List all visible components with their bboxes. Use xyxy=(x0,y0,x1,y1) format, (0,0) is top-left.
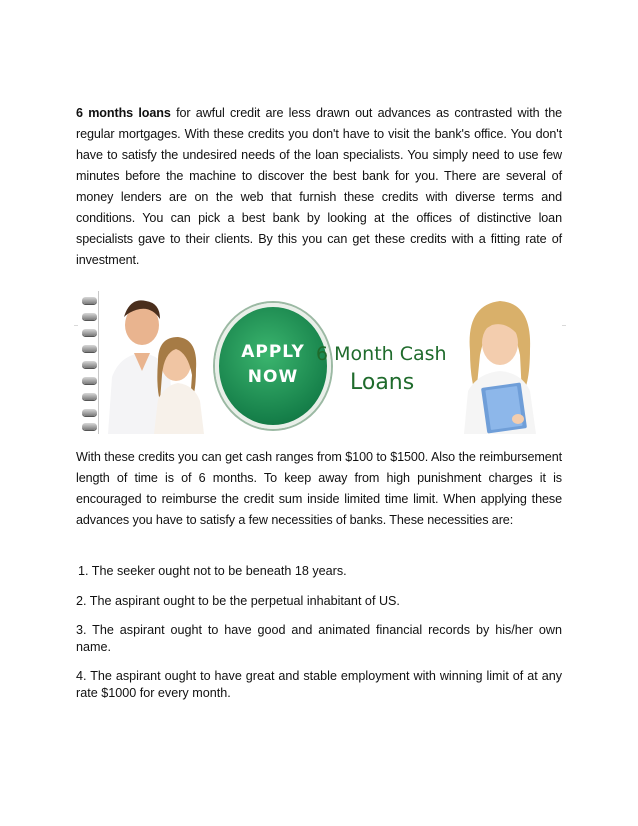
binder-ring xyxy=(82,393,97,400)
binder-ring xyxy=(82,345,97,352)
intro-paragraph xyxy=(76,103,562,271)
requirement-item: 2. The aspirant ought to be the perpetual inhabitant of US. xyxy=(76,594,400,608)
intro-body: for awful credit are less drawn out advances as contrasted with the regular mortgages. With these credits you don't have to visit the bank's office. You don't have to satisfy the undesired needs of the loan specialists. You simply need to use few minutes before the machine to discover the best bank for you. There are several of money lenders are on the web that furnish these credits with diverse terms and conditions. You can pick a best bank by looking at the offices of distinctive loan specialists gave to their clients. By this you can get these credits with a fitting rate of investment. xyxy=(76,106,563,267)
banner-headline-line1: 6 Month Cash xyxy=(316,343,447,365)
binder-ring xyxy=(82,329,97,336)
binder-ring xyxy=(82,361,97,368)
binder-ring xyxy=(82,409,97,416)
requirement-item: 4. The aspirant ought to have great and stable employment with winning limit of at any rate $1000 for every month. xyxy=(76,669,562,700)
loan-banner xyxy=(78,291,562,434)
spiral-binding xyxy=(82,295,98,431)
binder-ring xyxy=(82,313,97,320)
banner-headline-line2: Loans xyxy=(350,370,415,395)
intro-lead: 6 months loans xyxy=(76,106,171,120)
apply-now-line1: APPLY xyxy=(241,342,305,362)
binder-ring xyxy=(82,423,97,430)
binder-ring xyxy=(82,377,97,384)
requirement-item: 1. The seeker ought not to be beneath 18 years. xyxy=(78,564,347,578)
requirement-item: 3. The aspirant ought to have good and animated financial records by his/her own name. xyxy=(76,623,562,654)
apply-now-button[interactable] xyxy=(215,303,331,429)
binder-edge xyxy=(98,291,99,434)
woman-with-folder-photo xyxy=(456,291,546,434)
smiling-couple-photo xyxy=(100,291,218,434)
apply-now-line2: NOW xyxy=(247,367,299,387)
binder-ring xyxy=(82,297,97,304)
amount-paragraph: With these credits you can get cash ranges from $100 to $1500. Also the reimbursement length of time is of 6 months. To keep away from high punishment charges it is encouraged to reimburse the credit sum inside limited time limit. When applying these advances you have to satisfy a few necessities of banks. These necessities are: xyxy=(76,450,562,527)
